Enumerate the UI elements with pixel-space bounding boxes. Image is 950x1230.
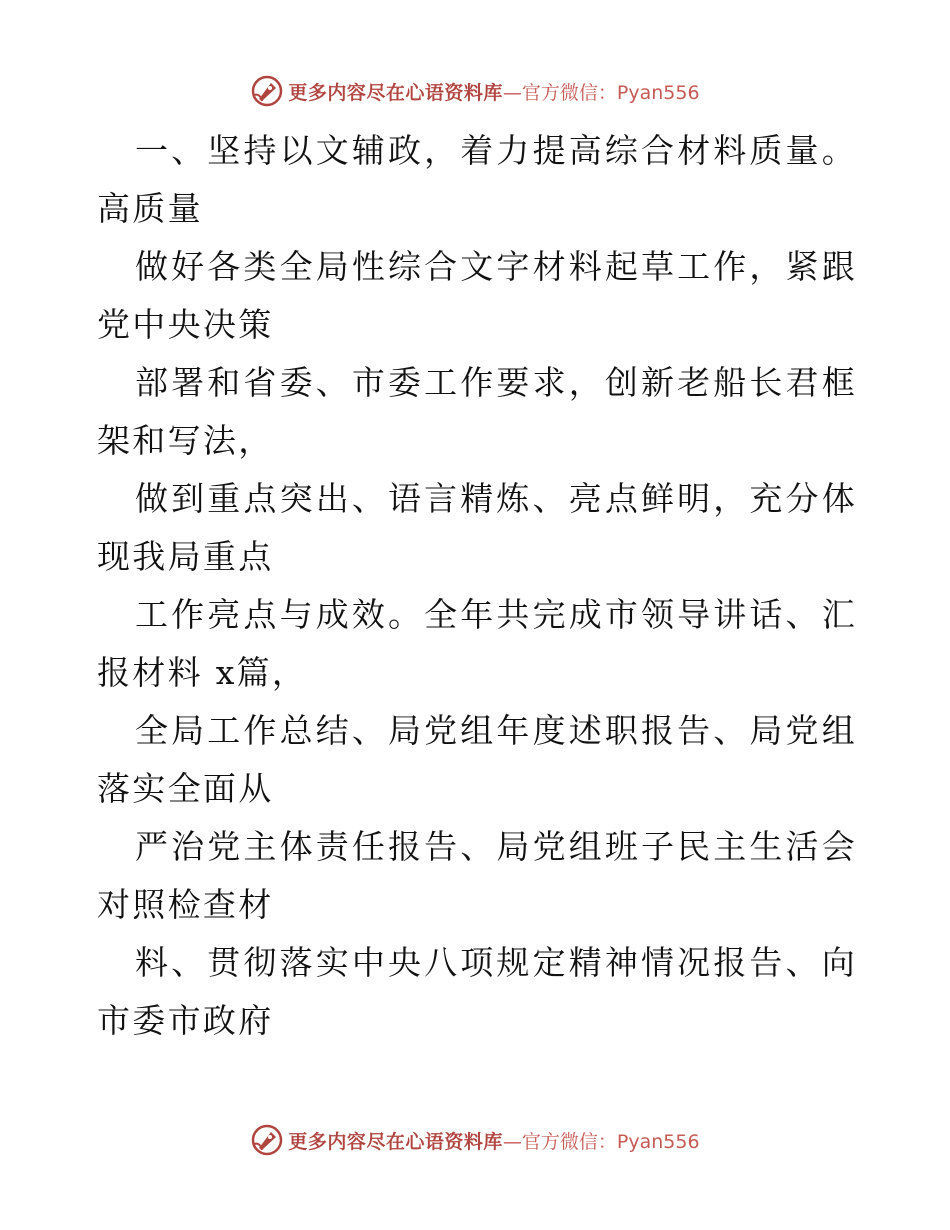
- footer-watermark-banner: [0, 1120, 950, 1160]
- paragraph: 料、贯彻落实中央八项规定精神情况报告、向市委市政府: [97, 943, 857, 1040]
- paragraph: 全局工作总结、局党组年度述职报告、局党组落实全面从: [97, 711, 857, 808]
- paragraph: 做好各类全局性综合文字材料起草工作，紧跟党中央决策: [97, 247, 857, 344]
- paragraph: 做到重点突出、语言精炼、亮点鲜明，充分体现我局重点: [97, 479, 857, 576]
- paragraph: 一、坚持以文辅政，着力提高综合材料质量。高质量: [97, 131, 857, 228]
- paragraph: 工作亮点与成效。全年共完成市领导讲话、汇报材料 x篇，: [97, 595, 857, 692]
- pen-nib-logo-icon: [250, 74, 284, 108]
- footer-watermark-text: 更多内容尽在心语资料库: [288, 1130, 503, 1153]
- header-wechat-text: —官方微信：Pyan556: [502, 81, 700, 104]
- header-watermark-banner: [0, 71, 950, 111]
- header-watermark-text: 更多内容尽在心语资料库: [288, 81, 503, 104]
- paragraph: 严治党主体责任报告、局党组班子民主生活会对照检查材: [97, 827, 857, 924]
- document-body: [97, 122, 857, 1050]
- pen-nib-logo-icon: [250, 1123, 284, 1157]
- footer-wechat-text: —官方微信：Pyan556: [502, 1130, 700, 1153]
- paragraph: 部署和省委、市委工作要求，创新老船长君框架和写法，: [97, 363, 857, 460]
